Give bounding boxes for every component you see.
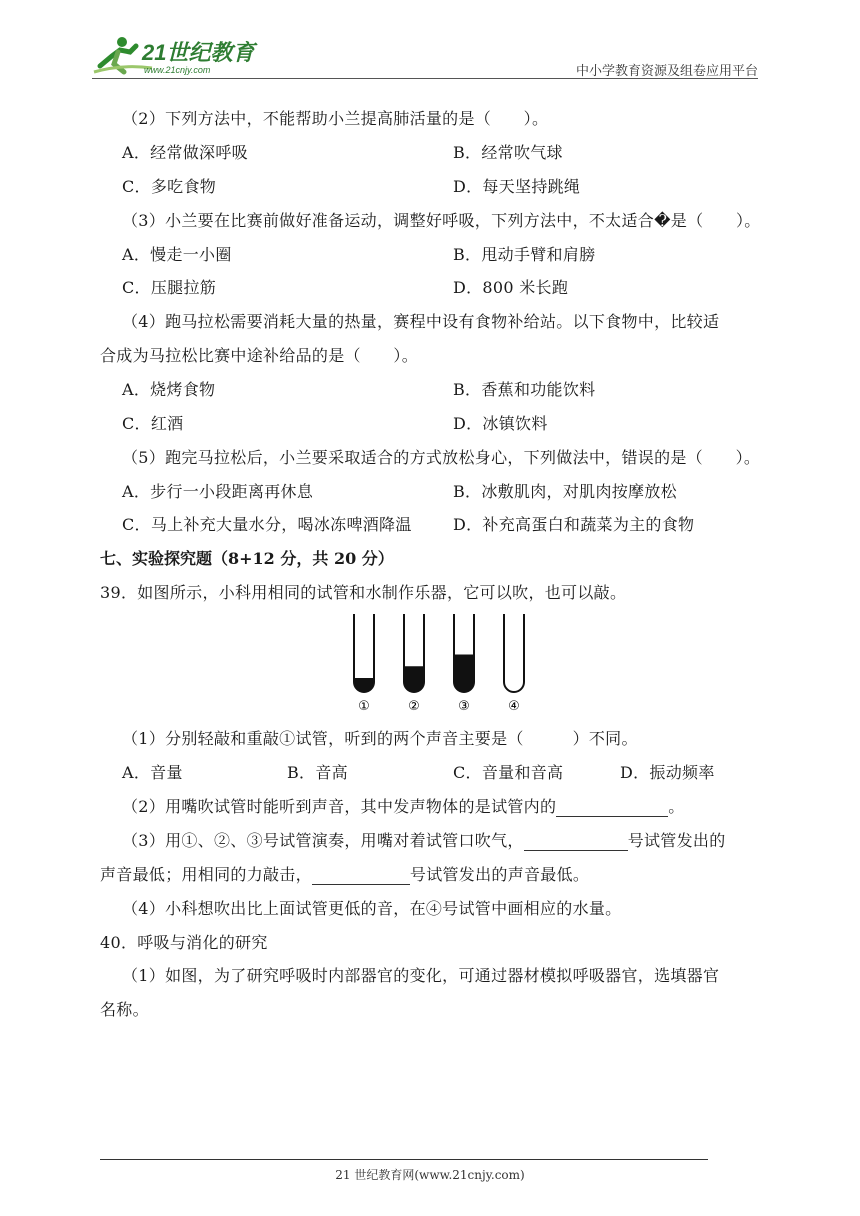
option-3a: A．慢走一小圈 [122,245,232,264]
question-39-2-text: （2）用嘴吹试管时能听到声音，其中发声物体的是试管内的 [122,797,557,816]
tube-label: ④ [508,699,520,714]
option-2c: C．多吃食物 [122,177,217,196]
option-2a: A．经常做深呼吸 [122,143,248,162]
option-2b: B．经常吹气球 [453,143,563,162]
option-5a: A．步行一小段距离再休息 [122,482,314,501]
question-39-3-text: （3）用①、②、③号试管演奏，用嘴对着试管口吹气， [122,831,524,850]
site-logo [92,34,262,78]
question-39-4: （4）小科想吹出比上面试管更低的音，在④号试管中画相应的水量。 [122,899,622,918]
logo-url: www.21cnjy.com [144,65,211,75]
question-39-1: （1）分别轻敲和重敲①试管，听到的两个声音主要是（ ）不同。 [122,729,638,748]
question-39-3-line2-end: 号试管发出的声音最低。 [409,865,590,884]
option-4c: C．红酒 [122,414,184,433]
option-39-1b: B．音高 [287,763,348,782]
answer-blank[interactable] [556,797,668,817]
footer-divider [100,1159,708,1160]
option-3b: B．甩动手臂和肩膀 [453,245,596,264]
tube-label: ③ [458,699,470,714]
tube-label: ① [358,699,370,714]
answer-blank[interactable] [524,831,628,851]
option-39-1c: C．音量和音高 [453,763,564,782]
test-tubes-diagram [344,610,556,720]
question-2: （2）下列方法中，不能帮助小兰提高肺活量的是（ ）。 [122,109,549,128]
section-heading: 七、实验探究题（8+12 分，共 20 分） [100,549,394,568]
option-5d: D．补充高蛋白和蔬菜为主的食物 [453,515,695,534]
footer-text: 21 世纪教育网(www.21cnjy.com) [335,1168,525,1182]
question-4-line2: 合成为马拉松比赛中途补给品的是（ ）。 [100,346,419,365]
option-3d: D．800 米长跑 [453,278,569,297]
option-39-1d: D．振动频率 [620,763,715,782]
option-39-1a: A．音量 [122,763,183,782]
runner-logo-icon [92,34,262,78]
test-tube-figure [344,610,556,720]
option-5c: C．马上补充大量水分，喝冰冻啤酒降温 [122,515,412,534]
question-40-1-line1: （1）如图，为了研究呼吸时内部器官的变化，可通过器材模拟呼吸器官，选填器官 [122,966,720,985]
question-39: 39．如图所示，小科用相同的试管和水制作乐器，它可以吹，也可以敲。 [100,583,627,602]
option-2d: D．每天坚持跳绳 [453,177,581,196]
question-4-line1: （4）跑马拉松需要消耗大量的热量，赛程中设有食物补给站。以下食物中，比较适 [122,312,720,331]
option-3c: C．压腿拉筋 [122,278,217,297]
question-39-3-line1 [122,828,726,851]
water-fill [454,655,474,692]
option-4d: D．冰镇饮料 [453,414,548,433]
question-40: 40．呼吸与消化的研究 [100,933,268,952]
question-39-3-line2 [100,862,589,885]
option-5b: B．冰敷肌肉，对肌肉按摩放松 [453,482,677,501]
question-39-2 [122,794,685,817]
question-3: （3）小兰要在比赛前做好准备运动，调整好呼吸，下列方法中，不太适合�是（ ）。 [122,211,761,230]
tube-label: ② [408,699,420,714]
header-platform-name: 中小学教育资源及组卷应用平台 [575,64,758,79]
header-divider [92,78,758,79]
question-39-3-mid: 号试管发出的 [627,831,726,850]
test-tube [504,614,524,692]
question-39-2-end: 。 [668,797,685,816]
question-40-1-line2: 名称。 [100,1000,149,1019]
answer-blank[interactable] [312,865,410,885]
option-4b: B．香蕉和功能饮料 [453,380,596,399]
logo-text: 21世纪教育 [142,40,255,65]
question-5: （5）跑完马拉松后，小兰要采取适合的方式放松身心，下列做法中，错误的是（ ）。 [122,448,761,467]
option-4a: A．烧烤食物 [122,380,216,399]
question-39-3-line2-text: 声音最低；用相同的力敲击， [100,865,312,884]
